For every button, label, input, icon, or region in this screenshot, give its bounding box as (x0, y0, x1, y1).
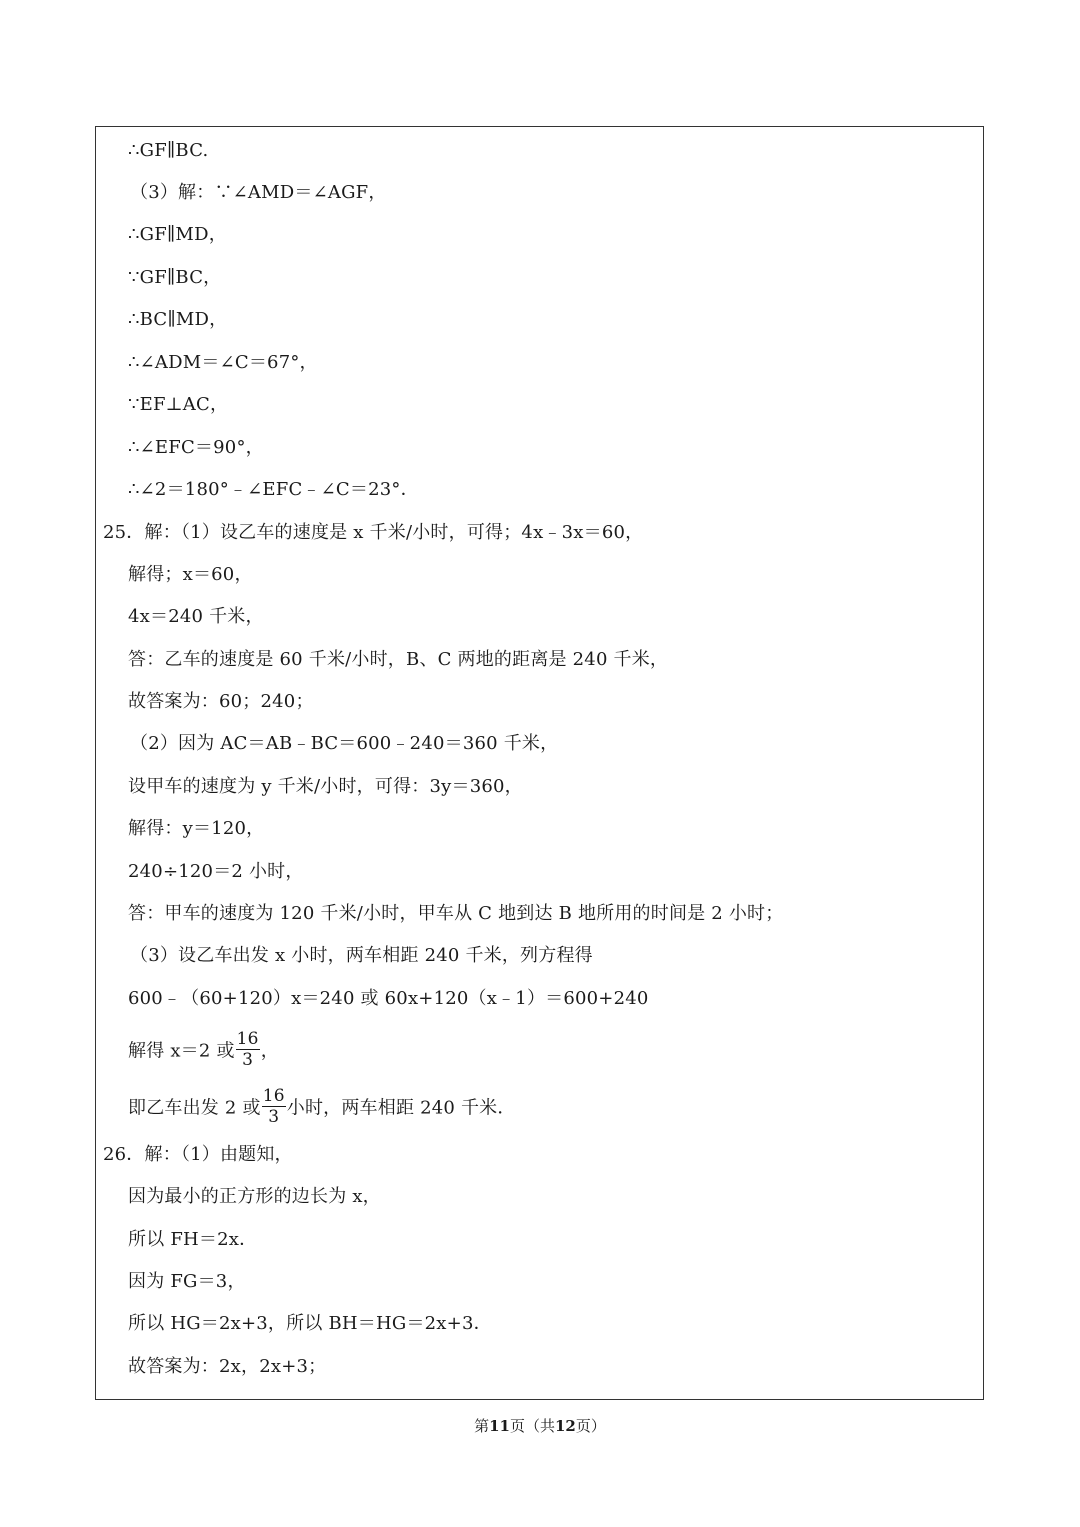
text-line: ∴∠2＝180°﹣∠EFC﹣∠C＝23°． (128, 479, 419, 500)
text-line: 解得：y＝120， (128, 818, 265, 839)
solution-suffix: ， (260, 1040, 279, 1062)
text-line: 答：乙车的速度是 60 千米/小时，B、C 两地的距离是 240 千米， (128, 649, 669, 670)
text-line: ∴∠EFC＝90°， (128, 437, 264, 458)
text-line: ∴∠ADM＝∠C＝67°， (128, 352, 318, 373)
text-line: ∵EF⊥AC， (128, 394, 229, 415)
text-line: 4x＝240 千米， (128, 606, 264, 627)
text-line: （3）设乙车出发 x 小时，两车相距 240 千米，列方程得 (130, 945, 593, 966)
text-line: 所以 HG＝2x+3，所以 BH＝HG＝2x+3． (128, 1313, 492, 1334)
equation-line: 600﹣（60+120）x＝240 或 60x+120（x﹣1）＝600+240 (128, 988, 649, 1009)
footer-middle: 页（共 (509, 1417, 555, 1435)
fraction-numerator: 16 (236, 1029, 259, 1049)
footer-prefix: 第 (474, 1417, 490, 1435)
footer-suffix: 页） (575, 1417, 606, 1435)
text-line: 答：甲车的速度为 120 千米/小时，甲车从 C 地到达 B 地所用的时间是 2 小时； (128, 903, 784, 924)
conclusion-prefix: 即乙车出发 2 或 (128, 1097, 261, 1119)
page-footer (0, 1416, 1080, 1436)
text-line: ∴GF∥BC. (128, 140, 209, 161)
fraction (262, 1086, 286, 1127)
text-line: 因为 FG＝3， (128, 1271, 246, 1292)
text-line: 故答案为：2x，2x+3； (128, 1356, 327, 1377)
fraction-denominator: 3 (268, 1107, 280, 1127)
text-line: ∴BC∥MD， (128, 309, 228, 330)
question-26-heading: 26．解：（1）由题知， (103, 1144, 293, 1165)
text-line: 因为最小的正方形的边长为 x， (128, 1186, 381, 1207)
page-total: 12 (555, 1417, 576, 1435)
text-line: 240÷120＝2 小时， (128, 861, 304, 882)
question-25-heading: 25．解：（1）设乙车的速度是 x 千米/小时，可得；4x﹣3x＝60， (103, 522, 644, 543)
text-line: ∴GF∥MD， (128, 224, 227, 245)
fraction (236, 1029, 260, 1070)
text-line: （2）因为 AC＝AB﹣BC＝600﹣240＝360 千米， (130, 733, 559, 754)
fraction-numerator: 16 (262, 1086, 285, 1106)
text-line: 所以 FH＝2x． (128, 1229, 258, 1250)
text-line: 设甲车的速度为 y 千米/小时，可得：3y＝360， (128, 776, 523, 797)
fraction-denominator: 3 (242, 1050, 254, 1070)
text-line: （3）解：∵∠AMD＝∠AGF， (130, 182, 387, 203)
solution-prefix: 解得 x＝2 或 (128, 1040, 235, 1062)
conclusion-line-with-fraction (128, 1088, 516, 1129)
solution-line-with-fraction (128, 1031, 279, 1072)
conclusion-suffix: 小时，两车相距 240 千米． (286, 1097, 516, 1119)
text-line: 故答案为：60；240； (128, 691, 314, 712)
page-number: 11 (489, 1417, 510, 1435)
text-line: ∵GF∥BC， (128, 267, 222, 288)
text-line: 解得；x＝60， (128, 564, 253, 585)
